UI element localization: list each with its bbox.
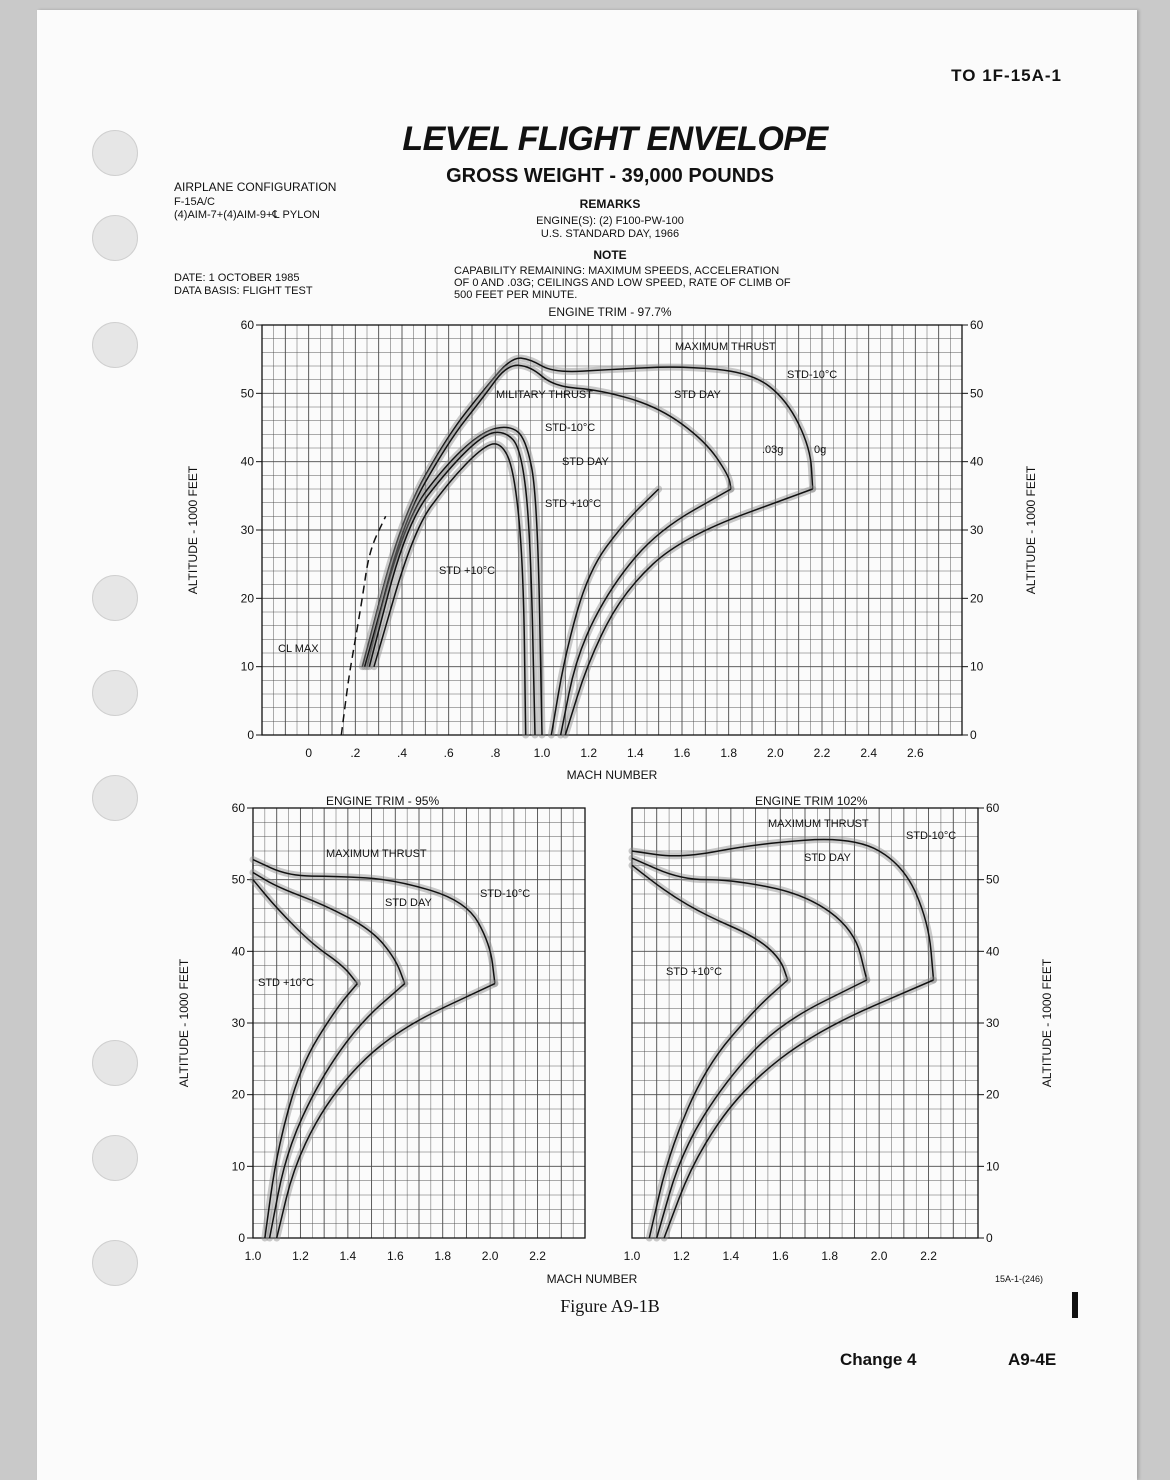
config-title: AIRPLANE CONFIGURATION [174, 180, 337, 194]
y-tick-label: 30 [240, 523, 254, 537]
series-band [253, 873, 405, 984]
y-tick-label: 20 [970, 591, 984, 606]
y-tick-label: 0 [238, 1231, 245, 1245]
curve-label: MAXIMUM THRUST [326, 848, 427, 860]
y-tick-label: 50 [240, 386, 254, 401]
curve-label: STD-10°C [787, 369, 838, 381]
y-tick-label: 40 [240, 454, 254, 469]
config-date: DATE: 1 OCTOBER 1985 [174, 272, 300, 284]
x-tick-label: 1.2 [580, 746, 598, 760]
chart-panel-3 [632, 808, 984, 1238]
remarks-heading: REMARKS [579, 197, 641, 211]
change-label: Change 4 [840, 1350, 917, 1369]
y-tick-label: 50 [986, 872, 1000, 887]
x-tick-label: 1.4 [626, 746, 644, 760]
y-tick-label: 40 [970, 454, 984, 469]
x-tick-label: 1.2 [292, 1249, 309, 1263]
config-data-basis: DATA BASIS: FLIGHT TEST [174, 285, 313, 297]
y-tick-label: 60 [970, 318, 984, 332]
y-tick-label: 10 [986, 1159, 1000, 1174]
curve-label: STD +10°C [666, 966, 723, 978]
x-axis-label: MACH NUMBER [566, 768, 658, 782]
y-tick-label: 0 [986, 1231, 993, 1245]
x-tick-label: .6 [443, 746, 454, 760]
y-tick-label: 20 [231, 1087, 245, 1102]
x-tick-label: .2 [350, 746, 361, 760]
x-tick-label: 2.6 [906, 746, 924, 760]
doc-number: TO 1F-15A-1 [951, 66, 1062, 85]
x-tick-label: 2.2 [813, 746, 831, 760]
remarks-engines: ENGINE(S): (2) F100-PW-100 [536, 215, 684, 227]
x-tick-label: 1.2 [673, 1249, 690, 1263]
y-tick-label: 40 [231, 944, 245, 959]
x-tick-label: 1.8 [434, 1249, 452, 1263]
y-tick-label: 0 [970, 728, 977, 742]
series-line [277, 984, 495, 1238]
curve-label: .03g [762, 444, 784, 456]
remarks-std-day: U.S. STANDARD DAY, 1966 [540, 228, 680, 240]
y-tick-label: 0 [247, 728, 254, 742]
y-tick-label: 50 [231, 872, 245, 887]
chart-title: ENGINE TRIM - 97.7% [548, 305, 672, 319]
x-tick-label: 1.6 [771, 1249, 789, 1263]
x-tick-label: 1.0 [623, 1249, 641, 1263]
curve-label: STD DAY [674, 389, 721, 401]
y-axis-label: ALTITUDE - 1000 FEET [1024, 465, 1038, 595]
series-band [277, 984, 495, 1238]
x-tick-label: 1.8 [821, 1249, 839, 1263]
x-tick-label: 1.4 [722, 1249, 740, 1263]
curve-label: STD +10°C [545, 498, 602, 510]
y-tick-label: 10 [240, 659, 254, 674]
page-number: A9-4E [1008, 1350, 1057, 1369]
y-axis-label: ALTITUDE - 1000 FEET [177, 958, 191, 1088]
y-tick-label: 50 [970, 386, 984, 401]
x-tick-label: 2.2 [529, 1249, 546, 1263]
chart-panel-2 [247, 808, 585, 1238]
x-tick-label: 1.0 [244, 1249, 262, 1263]
change-bar [1072, 1292, 1078, 1318]
config-aircraft: F-15A/C [174, 196, 215, 208]
y-tick-label: 20 [240, 591, 254, 606]
curve-label: CL MAX [278, 643, 319, 655]
chart-title: ENGINE TRIM - 95% [326, 794, 440, 808]
y-tick-label: 10 [970, 659, 984, 674]
curve-label: MILITARY THRUST [496, 389, 593, 401]
y-tick-label: 10 [231, 1159, 245, 1174]
page-title: LEVEL FLIGHT ENVELOPE [402, 120, 828, 158]
y-tick-label: 30 [970, 523, 984, 537]
x-tick-label: .8 [490, 746, 501, 760]
x-tick-label: 1.0 [533, 746, 551, 760]
curve-label: 0g [814, 444, 827, 456]
x-tick-label: 2.4 [860, 746, 878, 760]
x-tick-label: 2.0 [481, 1249, 499, 1263]
curve-label: STD DAY [385, 897, 432, 909]
y-axis-label: ALTITUDE - 1000 FEET [186, 465, 200, 595]
note-text: CAPABILITY REMAINING: MAXIMUM SPEEDS, ACCELERATION OF 0 AND .03G; CEILINGS AND LOW SPEED, RATE OF CLIMB OF 500 FEET PER MINUTE. [454, 265, 791, 301]
curve-label: STD DAY [804, 852, 851, 864]
y-tick-label: 40 [986, 944, 1000, 959]
x-tick-label: 1.6 [673, 746, 691, 760]
curve-label: STD +10°C [439, 565, 496, 577]
x-tick-label: 2.0 [870, 1249, 888, 1263]
y-axis-label: ALTITUDE - 1000 FEET [1040, 958, 1054, 1088]
x-tick-label: 2.2 [920, 1249, 937, 1263]
y-tick-label: 30 [231, 1016, 245, 1030]
series-band [632, 840, 934, 980]
curve-label: MAXIMUM THRUST [768, 818, 869, 830]
x-tick-label: 1.8 [720, 746, 738, 760]
y-tick-label: 20 [986, 1087, 1000, 1102]
curve-label: STD DAY [562, 456, 609, 468]
x-tick-label: 1.4 [339, 1249, 357, 1263]
x-tick-label: 2.0 [766, 746, 784, 760]
figure-caption: Figure A9-1B [560, 1296, 660, 1316]
chart-title: ENGINE TRIM 102% [755, 794, 868, 808]
curve-label: STD-10°C [906, 830, 957, 842]
note-heading: NOTE [593, 248, 627, 262]
curve-label: MAXIMUM THRUST [675, 341, 776, 353]
chart-panel-1 [256, 325, 968, 735]
page-subtitle: GROSS WEIGHT - 39,000 POUNDS [446, 165, 774, 187]
y-tick-label: 60 [231, 801, 245, 815]
curve-label: STD-10°C [545, 422, 596, 434]
x-axis-label: MACH NUMBER [546, 1272, 638, 1286]
y-tick-label: 60 [240, 318, 254, 332]
x-tick-label: 0 [305, 746, 313, 760]
x-tick-label: 1.6 [386, 1249, 404, 1263]
y-tick-label: 30 [986, 1016, 1000, 1030]
curve-label: STD +10°C [258, 977, 315, 989]
y-tick-label: 60 [986, 801, 1000, 815]
series-band [632, 858, 867, 980]
curve-label: STD-10°C [480, 888, 531, 900]
figure-ref-code: 15A-1-(246) [995, 1274, 1044, 1284]
x-tick-label: .4 [396, 746, 408, 760]
config-stores: (4)AIM-7+(4)AIM-9+℄ PYLON [174, 209, 320, 221]
